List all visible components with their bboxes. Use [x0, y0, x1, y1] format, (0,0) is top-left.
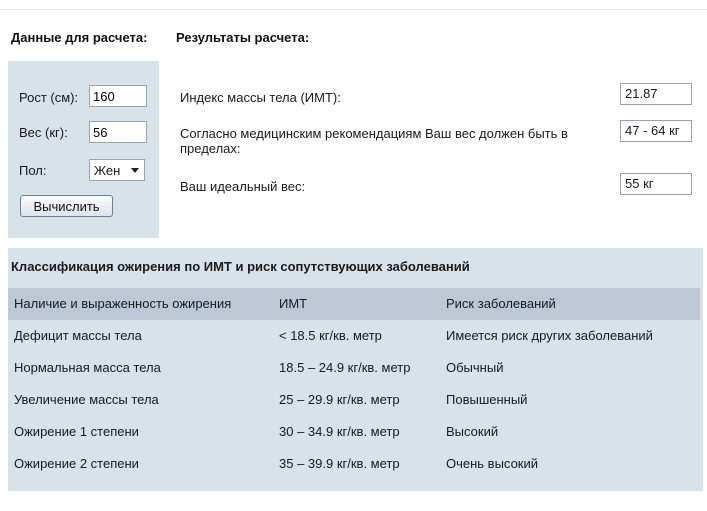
row-bmi: < 18.5 кг/кв. метр [279, 328, 382, 343]
recommended-weight-label: Согласно медицинским рекомендациям Ваш вес должен быть в пределах: [180, 126, 568, 156]
chevron-down-icon [131, 168, 139, 173]
classification-title: Классификация ожирения по ИМТ и риск сопутствующих заболеваний [11, 259, 470, 274]
header-risk: Риск заболеваний [446, 296, 556, 311]
ideal-weight-label: Ваш идеальный вес: [180, 179, 306, 194]
row-bmi: 30 – 34.9 кг/кв. метр [279, 424, 400, 439]
row-category: Нормальная масса тела [14, 360, 161, 375]
gender-select[interactable] [89, 159, 145, 181]
weight-input[interactable] [89, 121, 147, 143]
row-risk: Имеется риск других заболеваний [446, 328, 653, 343]
height-label: Рост (см): [19, 90, 79, 105]
bmi-label: Индекс массы тела (ИМТ): [180, 90, 341, 105]
height-input[interactable] [89, 85, 147, 107]
input-panel [8, 61, 159, 238]
classification-panel [8, 248, 703, 491]
table-row [8, 384, 700, 416]
recommended-weight-field: 47 - 64 кг [620, 120, 692, 142]
gender-label: Пол: [19, 163, 47, 178]
table-row [8, 352, 700, 384]
table-row [8, 416, 700, 448]
calculate-button[interactable]: Вычислить [20, 195, 113, 217]
bmi-value-field: 21.87 [620, 83, 692, 105]
row-category: Увеличение массы тела [14, 392, 159, 407]
row-category: Дефицит массы тела [14, 328, 142, 343]
top-divider [0, 9, 707, 10]
row-bmi: 25 – 29.9 кг/кв. метр [279, 392, 400, 407]
header-bmi: ИМТ [279, 296, 308, 311]
results-section-title: Результаты расчета: [176, 30, 310, 45]
table-row [8, 448, 700, 480]
row-risk: Повышенный [446, 392, 528, 407]
row-bmi: 18.5 – 24.9 кг/кв. метр [279, 360, 411, 375]
table-row [8, 320, 700, 352]
table-header [8, 288, 700, 320]
gender-select-value: Жен [94, 162, 121, 178]
weight-label: Вес (кг): [19, 125, 68, 140]
input-section-title: Данные для расчета: [11, 30, 148, 45]
ideal-weight-field: 55 кг [620, 173, 692, 195]
header-obesity: Наличие и выраженность ожирения [14, 296, 232, 311]
row-bmi: 35 – 39.9 кг/кв. метр [279, 456, 400, 471]
row-risk: Обычный [446, 360, 504, 375]
row-risk: Очень высокий [446, 456, 539, 471]
row-risk: Высокий [446, 424, 499, 439]
row-category: Ожирение 1 степени [14, 424, 139, 439]
row-category: Ожирение 2 степени [14, 456, 139, 471]
